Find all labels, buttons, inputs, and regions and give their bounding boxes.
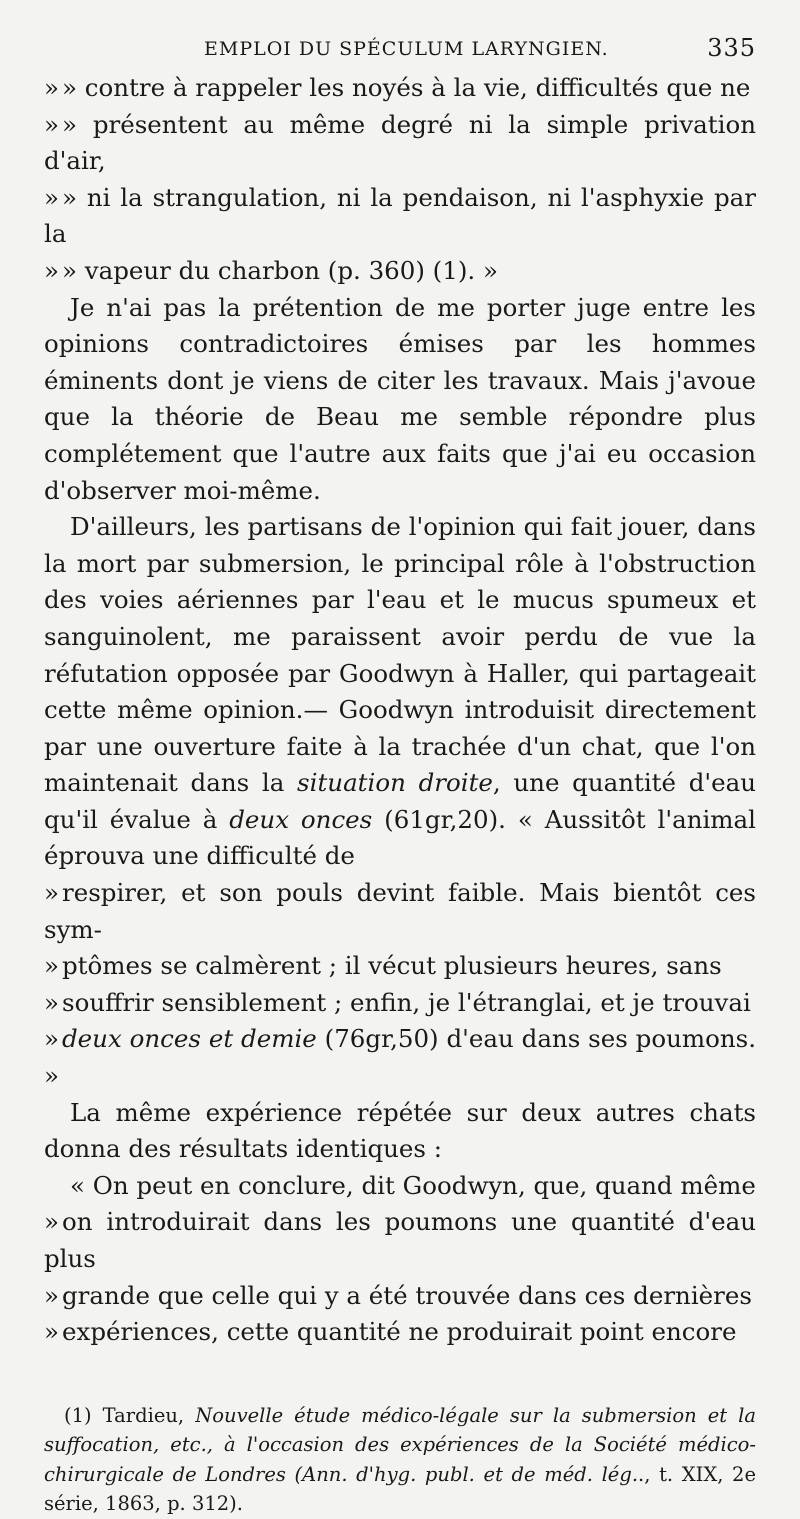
page-number: 335 — [707, 34, 756, 62]
quote-line: » ptômes se calmèrent ; il vécut plusieurs heures, sans — [44, 951, 722, 981]
footnote-text: (1) Tardieu, Nouvelle étude médico-légale sur la submersion et la suffocation, etc., à l'occasion des expériences de la Société médico-chirurgicale de Londres (Ann. d'hyg. publ. et de méd. lég.., t. XIX, 2e série, 1863, p. 312). — [44, 1403, 757, 1516]
quote-line: » » contre à rappeler les noyés à la vie, difficultés que ne — [44, 73, 751, 102]
body-text — [44, 70, 756, 1351]
quote-line: » grande que celle qui y a été trouvée dans ces dernières — [44, 1280, 752, 1310]
paragraph: D'ailleurs, les partisans de l'opinion qui fait jouer, dans la mort par submersion, le principal rôle à l'obstruction des voies aériennes par l'eau et le mucus spumeux et sanguinolent, me paraissent avoir perdu de vue la réfutation opposée par Goodwyn à Haller, qui partageait cette même opinion.— Goodwyn introduisit directement par une ouverture faite à la trachée d'un chat, que l'on maintenait dans la situation droite, une quantité d'eau qu'il évalue à deux onces (61gr,20). « Aussitôt l'animal éprouva une difficulté de — [44, 512, 757, 871]
quote-line: » on introduirait dans les poumons une quantité d'eau plus — [44, 1207, 756, 1273]
paragraph: La même expérience répétée sur deux autres chats donna des résultats identiques : — [44, 1097, 756, 1164]
quote-line: » » vapeur du charbon (p. 360) (1). » — [44, 255, 498, 285]
quote-line: » » ni la strangulation, ni la pendaison, ni l'asphyxie par la — [44, 182, 756, 249]
footnote — [44, 1401, 756, 1519]
quote-line: » expériences, cette quantité ne produirait point encore — [44, 1317, 737, 1347]
quote-line: » respirer, et son pouls devint faible. Mais bientôt ces sym- — [44, 878, 756, 944]
quote-line: » souffrir sensiblement ; enfin, je l'étranglai, et je trouvai — [44, 987, 751, 1017]
quote-line: » » présentent au même degré ni la simple privation d'air, — [44, 109, 756, 176]
footnote-separator — [44, 1351, 756, 1401]
quote-paragraph-start: « On peut en conclure, dit Goodwyn, que, quand même — [70, 1170, 756, 1200]
running-title: EMPLOI DU SPÉCULUM LARYNGIEN. — [204, 38, 609, 60]
quote-line: » deux onces et demie (76gr,50) d'eau dans ses poumons. » — [44, 1024, 756, 1091]
paragraph: Je n'ai pas la prétention de me porter juge entre les opinions contradictoires émises par les hommes éminents dont je viens de citer les travaux. Mais j'avoue que la théorie de Beau me semble répondre plus complétement que l'autre aux faits que j'ai eu occasion d'observer moi-même. — [44, 292, 756, 505]
running-header — [44, 34, 756, 70]
